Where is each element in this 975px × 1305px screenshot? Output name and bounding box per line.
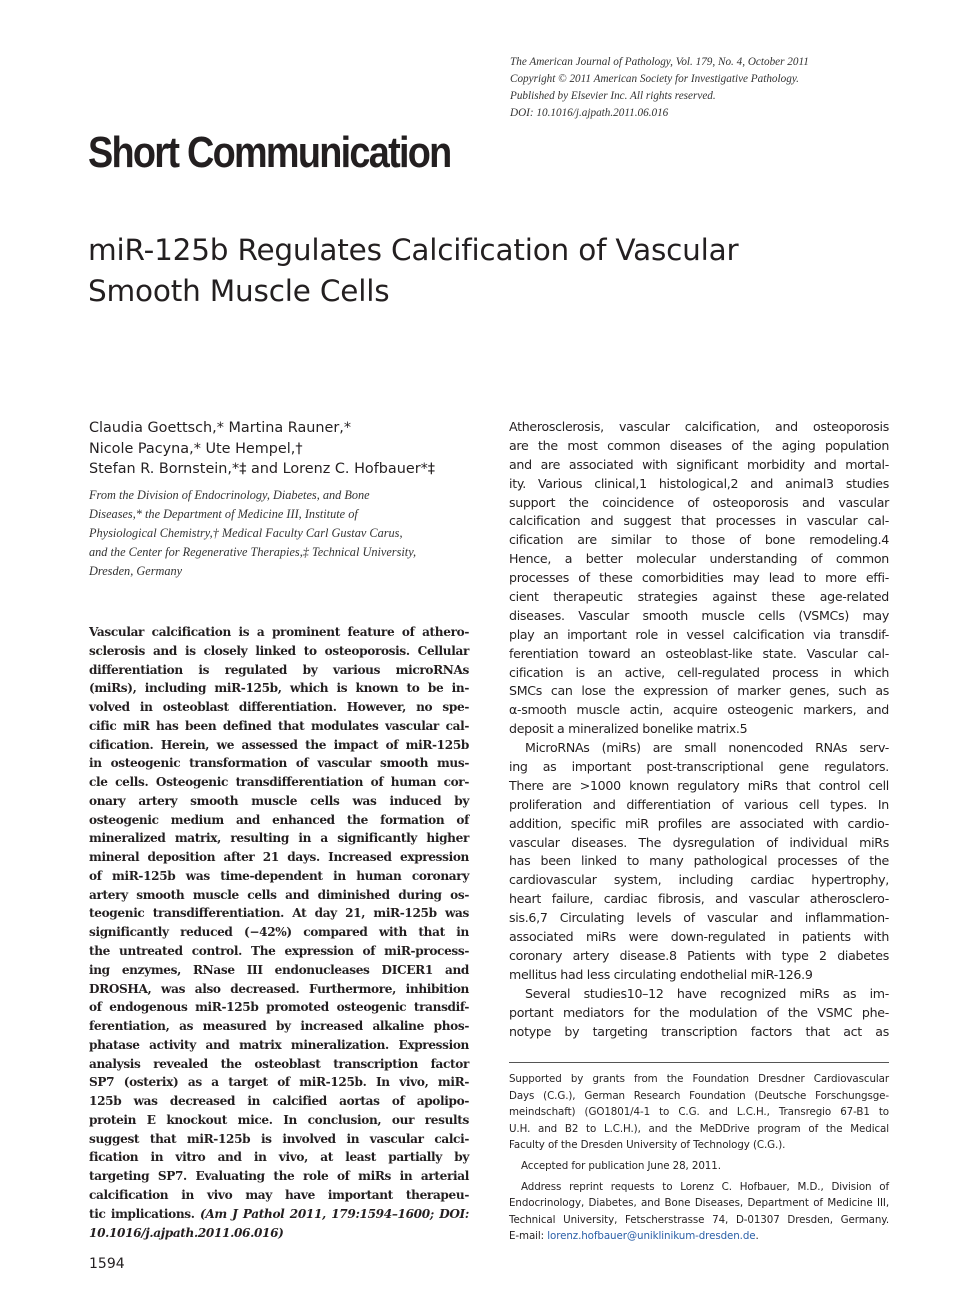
journal-publisher: Published by Elsevier Inc. All rights reserved. xyxy=(510,90,716,102)
affiliation-line-3: Physiological Chemistry,† Medical Faculty Carl Gustav Carus, xyxy=(89,526,403,540)
body-line: proliferation and differentiation of various cell types. In xyxy=(509,796,889,812)
body-line: play an important role in vessel calcification via transdif- xyxy=(509,626,889,642)
abstract-line: cle cells. Osteogenic transdifferentiation of human cor- xyxy=(89,775,469,790)
body-line: has been linked to many pathological processes of the xyxy=(509,853,889,869)
body-line: cient therapeutic strategies against these age-related xyxy=(509,589,889,605)
funding-line: Supported by grants from the Foundation Dresdner Cardiovascular xyxy=(509,1073,889,1085)
title-line-2: Smooth Muscle Cells xyxy=(88,274,390,308)
footnote-divider xyxy=(509,1062,889,1063)
body-line: diseases. Vascular smooth muscle cells (VSMCs) may xyxy=(509,607,889,623)
funding-line: Days (C.G.), German Research Foundation (Deutsche Forschungsge- xyxy=(509,1089,889,1102)
body-line: Several studies10–12 have recognized miRs as im- xyxy=(525,985,889,1001)
body-line: mellitus had less circulating endothelial miR-126.9 xyxy=(509,966,813,982)
author-line-1: Claudia Goettsch,* Martina Rauner,* xyxy=(89,420,352,436)
abstract-line: of miR-125b was time-dependent in human coronary xyxy=(89,868,469,883)
abstract-line: SP7 (osterix) as a target of miR-125b. In vivo, miR- xyxy=(89,1075,469,1090)
abstract-line: mineral deposition after 21 days. Increased expression xyxy=(89,850,469,865)
abstract-line: targeting SP7. Evaluating the role of miRs in arterial xyxy=(89,1169,469,1184)
abstract-line: osteogenic medium and enhanced the formation of xyxy=(89,812,469,827)
abstract-line: teogenic transdifferentiation. At day 21, miR-125b was xyxy=(89,906,469,921)
abstract-line: 125b was decreased in calcified aortas of apolipo- xyxy=(89,1094,469,1109)
funding-line: Faculty of the Dresden University of Technology (C.G.). xyxy=(509,1139,786,1152)
journal-header xyxy=(510,54,950,122)
body-line: calcification and suggest that processes in vascular cal- xyxy=(509,513,889,529)
body-line: addition, specific miR profiles are associated with cardio- xyxy=(509,815,889,831)
abstract-line: volved in osteoblast differentiation. However, no spe- xyxy=(89,700,469,715)
abstract-line: in osteogenic transformation of vascular smooth mus- xyxy=(89,756,469,771)
body-line: ing as important post-transcriptional gene regulators. xyxy=(509,759,889,775)
abstract-line: onary artery smooth muscle cells was induced by xyxy=(89,793,469,808)
author-line-3: Stefan R. Bornstein,*‡ and Lorenz C. Hofbauer*‡ xyxy=(89,461,435,477)
author-line-2: Nicole Pacyna,* Ute Hempel,† xyxy=(89,440,303,457)
article-type: Short Communication xyxy=(88,128,451,177)
body-line: notype by targeting transcription factors that act as xyxy=(509,1023,889,1039)
abstract-line: cific miR has been defined that modulates vascular cal- xyxy=(89,718,469,733)
abstract-line: analysis revealed the osteoblast transcription factor xyxy=(89,1056,469,1071)
accepted-date: Accepted for publication June 28, 2011. xyxy=(521,1159,721,1172)
abstract-line: differentiation is regulated by various microRNAs xyxy=(89,662,469,677)
affiliation-line-2: Diseases,* the Department of Medicine III, Institute of xyxy=(89,507,358,521)
email-label: E-mail: xyxy=(509,1230,545,1243)
abstract-line: fication in vitro and in vivo, at least partially by xyxy=(89,1150,469,1165)
affiliation-line-4: and the Center for Regenerative Therapies,‡ Technical University, xyxy=(89,545,417,559)
body-line: portant mediators for the modulation of the VSMC phe- xyxy=(509,1004,889,1020)
affiliation-line-5: Dresden, Germany xyxy=(89,564,183,578)
abstract-line: ferentiation, as measured by increased alkaline phos- xyxy=(89,1019,469,1034)
body-line: ity. Various clinical,1 histological,2 and animal3 studies xyxy=(509,475,889,491)
address-line: Address reprint requests to Lorenz C. Hofbauer, M.D., Division of xyxy=(521,1180,889,1193)
title-line-1: miR-125b Regulates Calcification of Vascular xyxy=(88,233,739,267)
abstract-line xyxy=(89,1205,469,1224)
abstract-line: Vascular calcification is a prominent feature of athero- xyxy=(89,625,469,639)
body-line: MicroRNAs (miRs) are small nonencoded RNAs serv- xyxy=(525,740,889,756)
abstract-line: calcification in vivo may have important therapeu- xyxy=(89,1187,469,1202)
body-line: and are associated with significant morbidity and mortal- xyxy=(509,456,889,472)
journal-copyright: Copyright © 2011 American Society for Investigative Pathology. xyxy=(510,73,799,85)
body-line: coronary artery disease.8 Patients with type 2 diabetes xyxy=(509,947,889,963)
abstract-line-text: tic implications. xyxy=(89,1206,195,1221)
affiliation-line-1: From the Division of Endocrinology, Diabetes, and Bone xyxy=(89,488,370,502)
affiliations xyxy=(89,486,484,581)
body-line: There are >1000 known regulatory miRs that control cell xyxy=(509,777,889,793)
abstract-line: (miRs), including miR-125b, which is known to be in- xyxy=(89,681,469,696)
body-line: ferentiation toward an osteoblast-like state. Vascular cal- xyxy=(509,645,889,661)
body-line: deposit a mineralized bonelike matrix.5 xyxy=(509,721,748,737)
body-line: sis.6,7 Circulating levels of vascular and inflammation- xyxy=(509,910,889,926)
footnotes xyxy=(509,1071,889,1245)
body-line: are the most common diseases of the aging population xyxy=(509,437,889,453)
abstract-line: suggest that miR-125b is involved in vascular calci- xyxy=(89,1131,469,1146)
abstract-line: sclerosis and is closely linked to osteoporosis. Cellular xyxy=(89,643,469,658)
body-line: α-smooth muscle actin, acquire osteogenic markers, and xyxy=(509,702,889,718)
journal-citation: The American Journal of Pathology, Vol. 179, No. 4, October 2011 xyxy=(510,56,809,68)
abstract-line: of endogenous miR-125b promoted osteogenic transdif- xyxy=(89,1000,469,1015)
email-end: . xyxy=(755,1230,759,1243)
journal-doi: DOI: 10.1016/j.ajpath.2011.06.016 xyxy=(510,107,669,119)
funding-line: meindschaft) (GO1801/4-1 to C.G. and L.C.H., Transregio 67-B1 to xyxy=(509,1106,889,1119)
body-line: cification is an active, cell-regulated process in which xyxy=(509,664,889,680)
abstract-line: phatase activity and matrix mineralization. Expression xyxy=(89,1037,469,1052)
body-line: Atherosclerosis, vascular calcification, and osteoporosis xyxy=(509,419,889,434)
abstract-line: protein E knockout mice. In conclusion, our results xyxy=(89,1112,469,1127)
address-line: Endocrinology, Diabetes, and Bone Diseases, Department of Medicine III, xyxy=(509,1197,889,1210)
body-line: processes of these comorbidities may lead to more effi- xyxy=(509,570,889,586)
funding-line: U.H. and B2 to L.C.H.), and the MeDDrive program of the Medical xyxy=(509,1122,889,1135)
body-line: associated miRs were down-regulated in patients with xyxy=(509,929,889,945)
email-link[interactable]: lorenz.hofbauer@uniklinikum-dresden.de xyxy=(547,1230,756,1243)
email-line xyxy=(509,1228,889,1245)
body-line: cification are similar to those of bone remodeling.4 xyxy=(509,532,889,548)
abstract-line: DROSHA, was also decreased. Furthermore, inhibition xyxy=(89,981,469,996)
abstract-line: cification. Herein, we assessed the impact of miR-125b xyxy=(89,737,469,752)
abstract-line: ing enzymes, RNase III endonucleases DICER1 and xyxy=(89,962,469,977)
body-line: heart failure, cardiac fibrosis, and vascular atherosclero- xyxy=(509,891,889,907)
abstract-line: artery smooth muscle cells and diminished during os- xyxy=(89,887,469,902)
abstract-citation: (Am J Pathol 2011, 179:1594–1600; DOI: xyxy=(199,1206,469,1221)
abstract-line: mineralized matrix, resulting in a significantly higher xyxy=(89,831,469,846)
article-title xyxy=(88,230,888,312)
abstract-line: the untreated control. The expression of miR-process- xyxy=(89,944,469,959)
abstract xyxy=(89,623,469,1242)
page-number: 1594 xyxy=(89,1256,125,1272)
body-line: Hence, a better molecular understanding of common xyxy=(509,551,889,567)
address-line: Technical University, Fetscherstrasse 74, D-01307 Dresden, Germany. xyxy=(509,1213,889,1226)
abstract-line: significantly reduced (−42%) compared with that in xyxy=(89,925,469,940)
body-line: vascular diseases. The dysregulation of individual miRs xyxy=(509,834,889,850)
body-line: SMCs can lose the expression of marker genes, such as xyxy=(509,683,889,699)
body-line: cardiovascular system, including cardiac hypertrophy, xyxy=(509,872,889,888)
body-text xyxy=(509,418,889,1041)
body-line: support the coincidence of osteoporosis and vascular xyxy=(509,494,889,510)
author-list xyxy=(89,418,489,480)
abstract-line: 10.1016/j.ajpath.2011.06.016) xyxy=(89,1225,284,1240)
